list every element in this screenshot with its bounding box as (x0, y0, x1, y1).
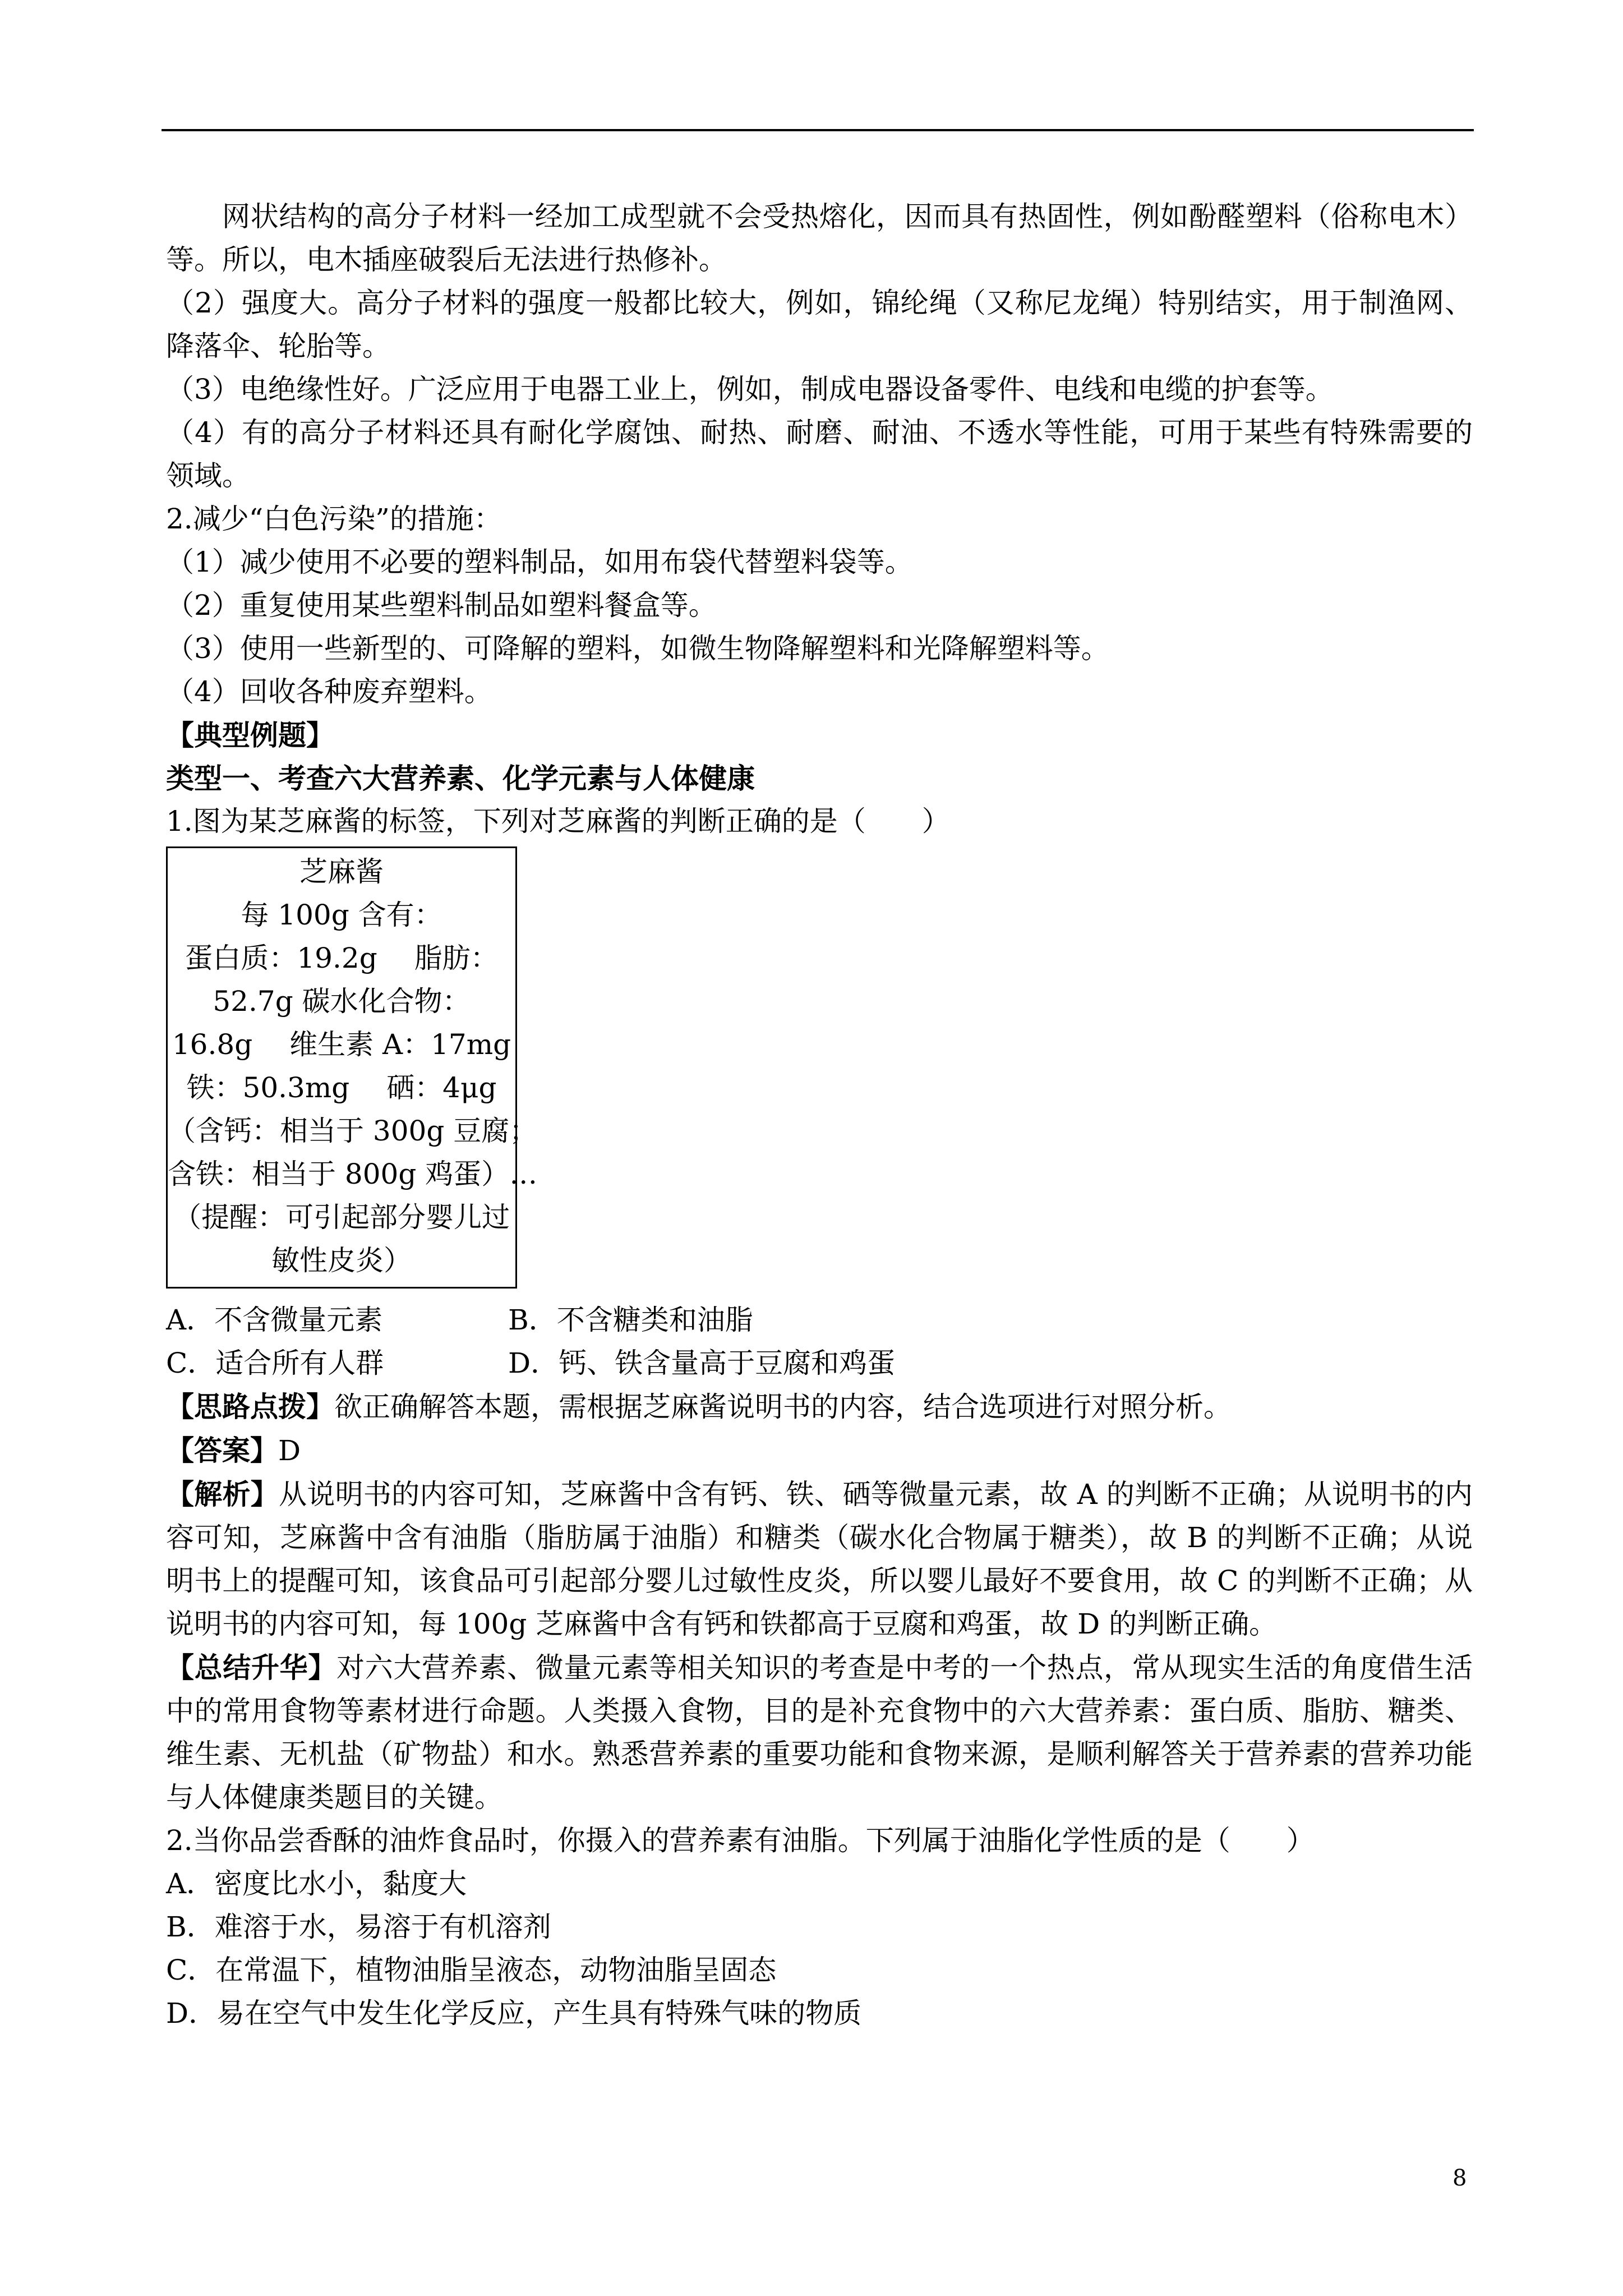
white-pollution-item: （4）回收各种废弃塑料。 (166, 675, 492, 708)
white-pollution-item: （3）使用一些新型的、可降解的塑料，如微生物降解塑料和光降解塑料等。 (166, 632, 1109, 665)
question-2-option: A．密度比水小，黏度大 (166, 1867, 467, 1900)
option-a: A．不含微量元素 (166, 1304, 383, 1336)
intro-paragraph-2: （2）强度大。高分子材料的强度一般都比较大，例如，锦纶绳（又称尼龙绳）特别结实，用于制渔网、降落伞、轮胎等。 (166, 287, 1473, 362)
label-line: （提醒：可引起部分婴儿过 (173, 1201, 510, 1234)
option-b: B．不含糖类和油脂 (508, 1304, 753, 1336)
label-line: 含铁：相当于 800g 鸡蛋）… (168, 1158, 538, 1190)
hint-label: 【思路点拨】 (166, 1390, 334, 1423)
label-line: 蛋白质：19.2g 脂肪： (185, 942, 499, 974)
sesame-paste-label (166, 846, 538, 1289)
answer-paragraph (166, 1429, 1473, 1473)
examples-heading: 【典型例题】 (166, 719, 334, 752)
answer-text: D (278, 1434, 301, 1467)
white-pollution-heading: 2.减少“白色污染”的措施： (166, 503, 502, 535)
header-rule (162, 129, 1474, 131)
analysis-label: 【解析】 (166, 1478, 279, 1511)
summary-label: 【总结升华】 (166, 1651, 336, 1684)
label-line: 铁：50.3mg 硒：4μg (186, 1071, 497, 1104)
question-2-stem: 2.当你品尝香酥的油炸食品时，你摄入的营养素有油脂。下列属于油脂化学性质的是（ ） (166, 1824, 1315, 1857)
question-1-options-row (166, 1342, 1473, 1385)
analysis-paragraph (166, 1473, 1473, 1646)
hint-text: 欲正确解答本题，需根据芝麻酱说明书的内容，结合选项进行对照分析。 (334, 1391, 1232, 1423)
option-c: C．适合所有人群 (166, 1347, 384, 1379)
page-number: 8 (1453, 2165, 1467, 2191)
label-line: （含钙：相当于 300g 豆腐； (168, 1115, 538, 1147)
label-line: 敏性皮炎） (271, 1244, 412, 1277)
label-line: 52.7g 碳水化合物： (213, 985, 471, 1018)
intro-paragraph-3: （3）电绝缘性好。广泛应用于电器工业上，例如，制成电器设备零件、电线和电缆的护套等。 (166, 373, 1334, 406)
label-line: 每 100g 含有： (241, 899, 442, 931)
option-d: D．钙、铁含量高于豆腐和鸡蛋 (508, 1347, 896, 1379)
label-line: 16.8g 维生素 A：17mg (172, 1028, 511, 1061)
question-2-option: B．难溶于水，易溶于有机溶剂 (166, 1911, 551, 1943)
hint-paragraph (166, 1385, 1473, 1429)
question-2-option: D．易在空气中发生化学反应，产生具有特殊气味的物质 (166, 1997, 862, 2030)
type-heading: 类型一、考查六大营养素、化学元素与人体健康 (166, 762, 755, 795)
answer-label: 【答案】 (166, 1434, 278, 1467)
white-pollution-item: （2）重复使用某些塑料制品如塑料餐盒等。 (166, 589, 717, 622)
intro-paragraph-4: （4）有的高分子材料还具有耐化学腐蚀、耐热、耐磨、耐油、不透水等性能，可用于某些有特殊需要的领域。 (166, 416, 1473, 492)
summary-paragraph (166, 1646, 1473, 1819)
question-1-stem: 1.图为某芝麻酱的标签，下列对芝麻酱的判断正确的是（ ） (166, 805, 950, 838)
question-1-options-row (166, 1299, 1473, 1342)
label-line: 芝麻酱 (299, 855, 384, 888)
page-content (166, 195, 1473, 2035)
analysis-text: 从说明书的内容可知，芝麻酱中含有钙、铁、硒等微量元素，故 A 的判断不正确；从说明书的内容可知，芝麻酱中含有油脂（脂肪属于油脂）和糖类（碳水化合物属于糖类），故 B 的判断不正确；从说明书上的提醒可知，该食品可引起部分婴儿过敏性皮炎，所以婴儿最好不要食用，故 C 的判断不正确；从说明书的内容可知，每 100g 芝麻酱中含有钙和铁都高于豆腐和鸡蛋，故 D 的判断正确。 (166, 1478, 1473, 1640)
white-pollution-item: （1）减少使用不必要的塑料制品，如用布袋代替塑料袋等。 (166, 546, 913, 578)
question-2-option: C．在常温下，植物油脂呈液态，动物油脂呈固态 (166, 1954, 777, 1986)
summary-text: 对六大营养素、微量元素等相关知识的考查是中考的一个热点，常从现实生活的角度借生活中的常用食物等素材进行命题。人类摄入食物，目的是补充食物中的六大营养素：蛋白质、脂肪、糖类、维生素、无机盐（矿物盐）和水。熟悉营养素的重要功能和食物来源，是顺利解答关于营养素的营养功能与人体健康类题目的关键。 (166, 1651, 1473, 1814)
intro-paragraph-1: 网状结构的高分子材料一经加工成型就不会受热熔化，因而具有热固性，例如酚醛塑料（俗称电木）等。所以，电木插座破裂后无法进行热修补。 (166, 200, 1473, 276)
